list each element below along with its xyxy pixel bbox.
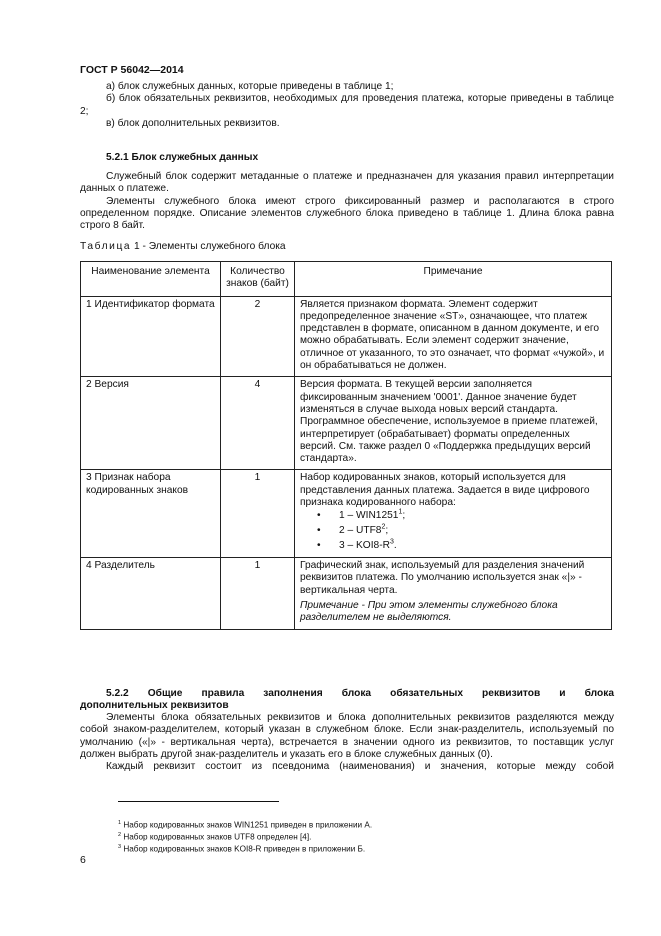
table-row: [81, 377, 612, 470]
paragraph: Элементы блока обязательных реквизитов и блока дополнительных реквизитов разделяются между собой знаком-разделителем, который указан в служебном блоке. Если знак-разделитель, используемый по умолчанию («|» - вертикальная черта), встречается в значении одного из реквизитов, то поставщик услуг должен выбрать другой знак-разделитель и указать его в блоке служебных данных (0).: [80, 712, 614, 760]
footnote: $^1$ Набор кодированных знаков WIN1251 приведен в приложении А.: [118, 820, 373, 830]
paragraph: Элементы служебного блока имеют строго фиксированный размер и располагаются в строго определенном порядке. Описание элементов служебного блока приведено в таблице 1. Длина блока равна строго 8 байт.: [80, 195, 614, 232]
footnote: $^3$ Набор кодированных знаков KOI8-R приведен в приложении Б.: [118, 844, 366, 854]
element-name-cell: 1 Идентификатор формата: [81, 296, 221, 377]
table-caption: [80, 241, 286, 252]
table-row: [81, 296, 612, 377]
section-heading-5-2-2-cont: дополнительных реквизитов: [80, 700, 229, 711]
section-heading-5-2-1: 5.2.1 Блок служебных данных: [106, 152, 259, 163]
document-header: ГОСТ Р 56042—2014: [80, 64, 184, 76]
section-5-2-1-body: [80, 171, 614, 232]
byte-count-cell: 4: [221, 377, 295, 470]
section-5-2-2-body: [80, 712, 614, 773]
byte-count-cell: 1: [221, 470, 295, 558]
note-text: Графический знак, используемый для разделения значений реквизитов платежа. По умолчанию используется знак «|» - вертикальная черта.: [300, 560, 585, 596]
intro-item-c: в) блок дополнительных реквизитов.: [106, 117, 280, 129]
footnote: $^2$ Набор кодированных знаков UTF8 определен [4].: [118, 832, 312, 842]
intro-list: [80, 81, 614, 130]
list-item: • 1 – WIN1251$^1$;: [339, 509, 606, 524]
element-name-cell: 2 Версия: [81, 377, 221, 470]
byte-count-cell: 2: [221, 296, 295, 377]
paragraph: Каждый реквизит состоит из псевдонима (наименования) и значения, которые между собой: [106, 761, 614, 773]
table-caption-text: 1 - Элементы служебного блока: [131, 241, 286, 252]
page-number: 6: [80, 854, 86, 866]
table-caption-word: Таблица: [80, 241, 132, 252]
service-block-table: [80, 261, 612, 630]
list-item: • $3 - KOI8-R^3$.: [339, 539, 606, 554]
table-row: [81, 470, 612, 558]
note-cell: [295, 558, 612, 629]
table-row: [81, 558, 612, 629]
column-header: Наименование элемента: [81, 262, 221, 297]
element-name-cell: 3 Признак набора кодированных знаков: [81, 470, 221, 558]
column-header: Количество знаков (байт): [221, 262, 295, 297]
column-header: Примечание: [295, 262, 612, 297]
paragraph: Служебный блок содержит метаданные о платеже и предназначен для указания правил интерпретации данных о платеже.: [80, 171, 614, 195]
intro-item-a: а) блок служебных данных, которые приведены в таблице 1;: [106, 81, 394, 92]
table-header-row: [81, 262, 612, 297]
footnote-separator: [118, 801, 279, 802]
charset-list: [300, 509, 606, 553]
intro-item-b: б) блок обязательных реквизитов, необходимых для проведения платежа, которые приведены в таблице 2;: [80, 93, 614, 117]
note-cell: [295, 470, 612, 558]
list-item: • $2 - UTF8^2$;: [339, 524, 606, 539]
note-cell: Версия формата. В текущей версии заполняется фиксированным значением '0001'. Данное значение будет изменяться в случае выхода новых версий стандарта. Программное обеспечение, используемое в приеме платежей, интерпретирует (обрабатывает) форматы определенных версий. См. также раздел 0 «Поддержка предыдущих версий стандарта».: [295, 377, 612, 470]
element-name-cell: 4 Разделитель: [81, 558, 221, 629]
table-note: Примечание - При этом элементы служебного блока разделителем не выделяются.: [300, 600, 558, 624]
note-text: Набор кодированных знаков, который используется для представления данных платежа. Задается в виде цифрового признака кодированного набора:: [300, 472, 590, 509]
byte-count-cell: 1: [221, 558, 295, 629]
note-cell: Является признаком формата. Элемент содержит предопределенное значение «ST», означающее, что платеж представлен в формате, описанном в данном документе, и его можно обрабатывать. Если элемент содержит значение, отличное от указанного, то это означает, что формат «чужой», и он обрабатываться не должен.: [295, 296, 612, 377]
section-heading-5-2-2: 5.2.2 Общие правила заполнения блока обязательных реквизитов и блока: [106, 688, 614, 699]
